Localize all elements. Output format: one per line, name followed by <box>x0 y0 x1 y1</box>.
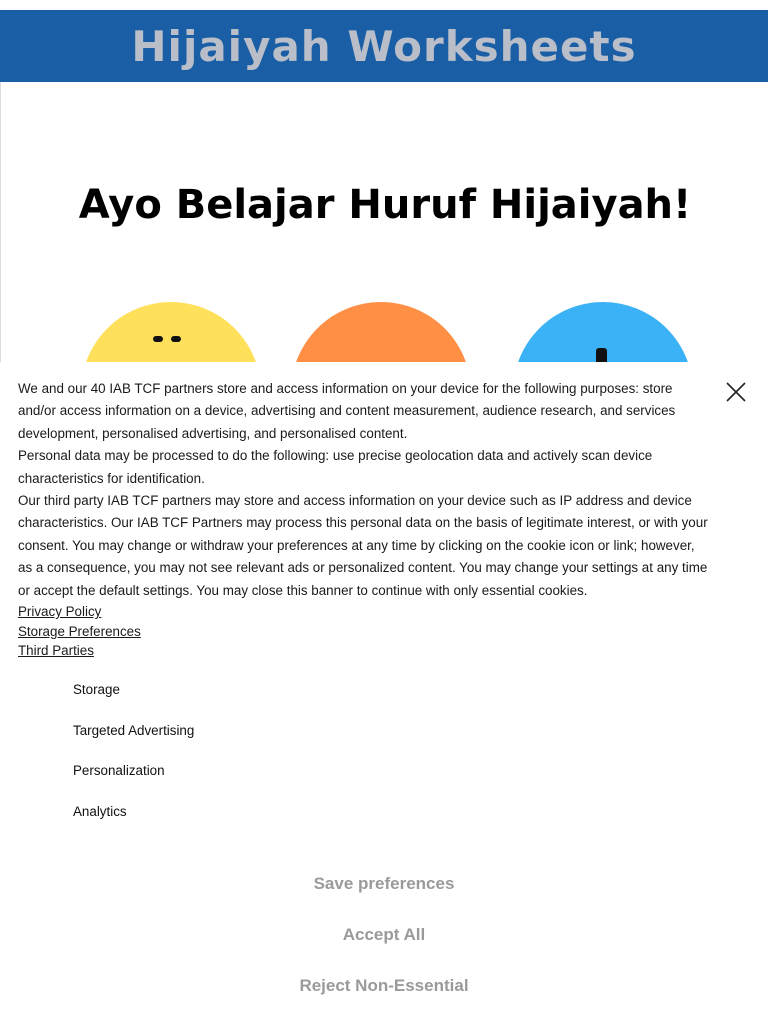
cookie-consent-banner <box>0 362 768 1024</box>
consent-description <box>18 378 708 602</box>
site-header <box>0 10 768 82</box>
consent-paragraph: Our third party IAB TCF partners may store and access information on your device such as IP address and device characteristics. Our IAB TCF Partners may process this personal data on the basis of legitimate interest, or with your consent. You may change or withdraw your preferences at any time by clicking on the cookie icon or link; however, as a consequence, you may not see relevant ads or personalized content. You may change your settings at any time or accept the default settings. You may close this banner to continue with only essential cookies. <box>18 493 708 598</box>
consent-categories <box>73 682 194 844</box>
category-targeted-advertising[interactable]: Targeted Advertising <box>73 722 195 738</box>
close-icon[interactable] <box>724 380 748 404</box>
save-preferences-button[interactable]: Save preferences <box>308 858 461 909</box>
category-personalization[interactable]: Personalization <box>73 763 165 778</box>
accept-all-button[interactable]: Accept All <box>337 909 432 960</box>
category-analytics[interactable]: Analytics <box>73 803 127 819</box>
category-storage[interactable]: Storage <box>73 682 120 697</box>
storage-preferences-link[interactable]: Storage Preferences <box>18 623 141 639</box>
consent-actions <box>0 858 768 1011</box>
consent-links <box>18 602 141 661</box>
consent-paragraph: We and our 40 IAB TCF partners store and access information on your device for the following purposes: store and/or access information on a device, advertising and content measurement, audience research, and services development, personalised advertising, and personalised content. <box>18 381 676 441</box>
site-title[interactable]: Hijaiyah Worksheets <box>131 21 637 71</box>
reject-non-essential-button[interactable]: Reject Non-Essential <box>293 960 474 1011</box>
page-content <box>0 82 768 372</box>
page-heading: Ayo Belajar Huruf Hijaiyah! <box>78 182 692 228</box>
third-parties-link[interactable]: Third Parties <box>18 643 94 658</box>
privacy-policy-link[interactable]: Privacy Policy <box>18 604 102 619</box>
consent-paragraph: Personal data may be processed to do the following: use precise geolocation data and actively scan device characteristics for identification. <box>18 448 653 486</box>
